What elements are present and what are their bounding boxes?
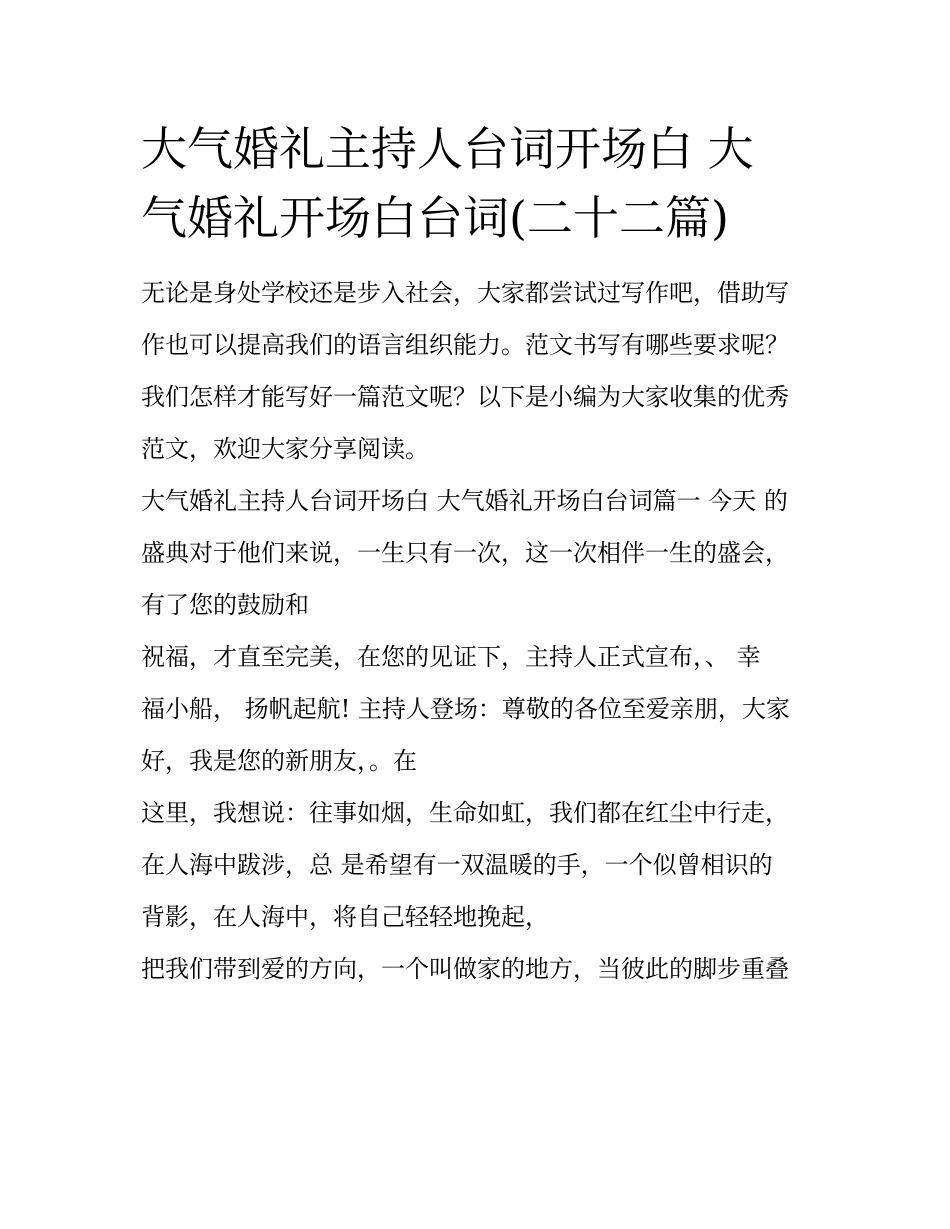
text-line: 背影，在人海中，将自己轻轻地挽起， — [141, 903, 549, 931]
text-line: 范文，欢迎大家分享阅读。 — [141, 435, 429, 463]
document-content — [141, 115, 813, 995]
text-line: 作也可以提高我们的语言组织能力。范文书写有哪些要求呢？ — [141, 331, 789, 359]
text-line: 祝福，才直至完美，在您的见证下，主持人正式宣布，、 幸 — [141, 643, 761, 671]
title-line-1: 大气婚礼主持人台词开场白 大 — [141, 122, 754, 176]
text-line: 无论是身处学校还是步入社会，大家都尝试过写作吧，借助写 — [141, 279, 789, 307]
paragraph-3 — [141, 787, 813, 943]
text-line: 大气婚礼主持人台词开场白 大气婚礼开场白台词篇一 今天 的 — [141, 487, 788, 515]
text-line: 好，我是您的新朋友，。在 — [141, 747, 417, 775]
paragraph-intro — [141, 267, 813, 475]
document-title — [141, 115, 813, 253]
text-line: 福小船， 扬帆起航! 主持人登场：尊敬的各位至爱亲朋，大家 — [141, 695, 790, 723]
text-line: 有了您的鼓励和 — [141, 591, 309, 619]
title-line-2: 气婚礼开场白台词(二十二篇) — [141, 191, 729, 245]
paragraph-4 — [141, 943, 813, 995]
paragraph-1 — [141, 475, 813, 631]
text-line: 这里，我想说：往事如烟，生命如虹，我们都在红尘中行走， — [141, 799, 789, 827]
text-line: 盛典对于他们来说，一生只有一次，这一次相伴一生的盛会， — [141, 539, 789, 567]
document-body — [141, 267, 813, 995]
text-line: 我们怎样才能写好一篇范文呢？以下是小编为大家收集的优秀 — [141, 383, 789, 411]
text-line: 在人海中跋涉，总 是希望有一双温暖的手，一个似曾相识的 — [141, 851, 773, 879]
paragraph-2 — [141, 631, 813, 787]
text-line: 把我们带到爱的方向，一个叫做家的地方，当彼此的脚步重叠 — [141, 955, 789, 983]
